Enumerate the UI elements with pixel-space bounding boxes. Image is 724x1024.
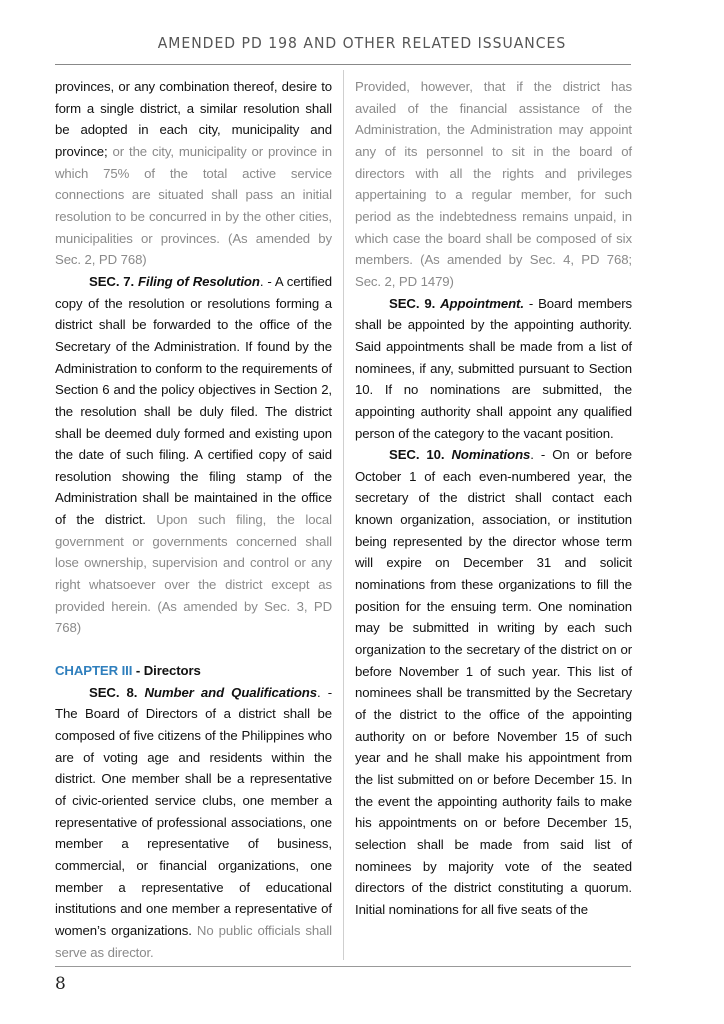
sec8-number: SEC. 8. — [89, 684, 138, 700]
sec8-amended-text: No public officials shall serve as director. — [55, 922, 332, 960]
sec7-amended-text: Upon such filing, the local government or governments concerned shall lose ownership, supervision and control or any right whatsoever over the district except as provided herein. (As amended by Sec. 3, PD 768) — [55, 512, 332, 636]
header-rule — [55, 64, 631, 65]
chapter-number: CHAPTER III — [55, 663, 133, 679]
running-header: AMENDED PD 198 AND OTHER RELATED ISSUANCES — [157, 35, 567, 53]
right-column — [355, 76, 632, 921]
sec7-number: SEC. 7. — [89, 273, 135, 289]
sec9-number: SEC. 9. — [389, 295, 436, 311]
sec7-title: Filing of Resolution — [138, 273, 260, 289]
paragraph-sec8-proviso: Provided, however, that if the district has availed of the financial assistance of the Administration, the Administration may appoint any of its personnel to sit in the board of directors with all the rights and privileges appertaining to a regular member, for such period as the indebtedness remains unpaid, in which case the board shall be composed of six members. (As amended by Sec. 4, PD 768; Sec. 2, PD 1479) — [355, 79, 632, 289]
paragraph-sec8 — [55, 682, 332, 964]
sec6-amended-text: or the city, municipality or province in which 75% of the total active service connections are situated shall pass an initial resolution to be concurred in by the other cities, municipalities or provinces. (As amended by Sec. 2, PD 768) — [55, 143, 332, 268]
sec9-title: Appointment. — [440, 295, 524, 311]
page-number: 8 — [55, 974, 66, 994]
sec10-text: . - On or before October 1 of each even-numbered year, the secretary of the district shall contact each known organization, association, or institution being represented by the director whose term will expire on December 31 and solicit nominations from these organizations to fill the position for the ensuing term. One nomination may be submitted in writing by each such organization to the secretary of the district on or before November 1 of such year. This list of nominees shall be transmitted by the Secretary of the district to the office of the appointing authority on or before November 15 of such year and he shall make his appointment from the list submitted on or before December 15. In the event the appointing authority fails to make his appointments on or before December 15, selection shall be made from said list of nominees by majority vote of the seated directors of the district constituting a quorum. Initial nominations for all five seats of the — [355, 447, 632, 917]
paragraph-sec7 — [55, 271, 332, 639]
paragraph-sec6-continued — [55, 76, 332, 271]
column-divider — [343, 70, 344, 960]
footer-rule — [55, 966, 631, 967]
sec8-text: . - The Board of Directors of a district shall be composed of five citizens of the Philippines who are of voting age and residents within the district. One member shall be a representative of civic-oriented service clubs, one member a representative of professional associations, one member a representative of business, commercial, or financial organizations, one member a representative of educational institutions and one member a representative of women’s organizations. — [55, 684, 332, 938]
sec7-text: . - A certified copy of the resolution or resolutions forming a district shall be forwarded to the office of the Secretary of the Administration. If found by the Administration to conform to the requirements of Section 6 and the policy objectives in Section 2, the resolution shall be duly filed. The district shall be deemed duly formed and existing upon the date of such filing. A certified copy of said resolution showing the filing stamp of the Administration shall be maintained in the office of the district. — [55, 273, 332, 528]
left-column — [55, 76, 332, 963]
sec10-number: SEC. 10. — [389, 447, 445, 463]
sec6-text: provinces, or any combination thereof, desire to form a single district, a similar resolution shall be adopted in each city, municipality and province; — [55, 79, 332, 159]
sec8-title: Number and Qualifications — [144, 684, 317, 700]
sec9-text: - Board members shall be appointed by the appointing authority. Said appointments shall be made from a list of nominees, if any, submitted pursuant to Section 10. If no nominations are submitted, the appointing authority shall appoint any qualified person of the category to the vacant position. — [355, 295, 632, 441]
chapter-title: - Directors — [132, 663, 201, 679]
paragraph-sec10 — [355, 444, 632, 920]
chapter-heading — [55, 660, 332, 682]
paragraph-sec9 — [355, 293, 632, 445]
sec10-title: Nominations — [451, 447, 531, 463]
